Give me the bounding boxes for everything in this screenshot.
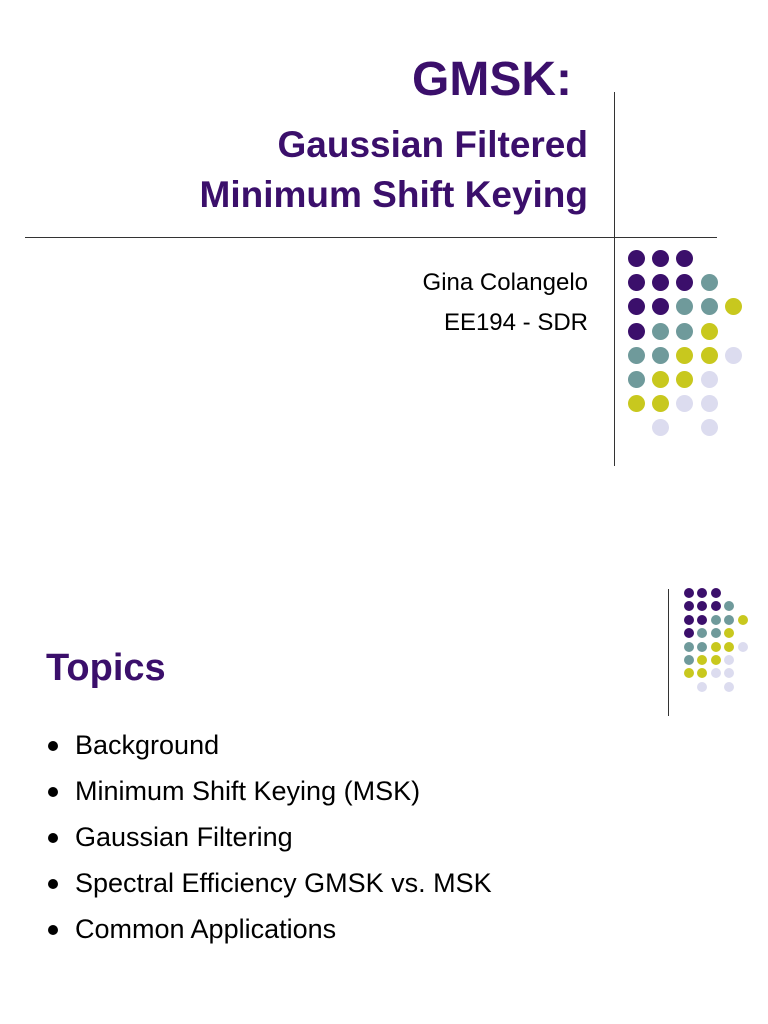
dot [684,628,694,638]
dot [652,298,669,315]
bullet-icon [48,787,58,797]
dot [684,601,694,611]
dot [701,274,718,291]
dot [652,371,669,388]
dot [701,298,718,315]
dot [711,642,721,652]
dot [711,588,721,598]
dot [628,371,645,388]
bullet-icon [48,879,58,889]
dot [724,628,734,638]
dot [697,682,707,692]
dot [697,601,707,611]
dot [628,274,645,291]
dot [684,655,694,665]
dot [724,601,734,611]
course-name: EE194 - SDR [443,309,588,336]
slide-subtitle [200,120,589,220]
dot [628,395,645,412]
vertical-divider [614,92,615,466]
dot [684,668,694,678]
dot [711,628,721,638]
dot [697,668,707,678]
dot [724,682,734,692]
dot [697,588,707,598]
dot [697,615,707,625]
dot [701,395,718,412]
list-item-text: Minimum Shift Keying (MSK) [75,776,421,806]
dot [628,298,645,315]
topics-list [44,722,492,952]
dot [676,395,693,412]
subtitle-line: Gaussian Filtered [277,124,588,165]
dot [652,274,669,291]
vertical-divider [668,589,669,716]
list-item [44,768,492,814]
bullet-icon [48,741,58,751]
bullet-icon [48,833,58,843]
list-item [44,906,492,952]
dot [628,347,645,364]
list-item [44,814,492,860]
dot [676,274,693,291]
dot [701,371,718,388]
dot [628,250,645,267]
list-item-text: Spectral Efficiency GMSK vs. MSK [75,868,492,898]
list-item [44,722,492,768]
dot [684,615,694,625]
dot [711,655,721,665]
dot [724,642,734,652]
slide-title: GMSK: [412,53,572,106]
list-item-text: Gaussian Filtering [75,822,293,852]
dot [652,250,669,267]
dot [628,323,645,340]
dot [697,655,707,665]
dot [701,347,718,364]
dot [676,323,693,340]
dot [676,347,693,364]
dot [676,250,693,267]
dot [684,588,694,598]
dot [652,395,669,412]
dot [697,642,707,652]
author-name: Gina Colangelo [422,269,588,296]
list-item-text: Background [75,730,220,760]
dot [676,298,693,315]
dot [711,615,721,625]
dot [711,668,721,678]
dot [652,347,669,364]
dot [701,419,718,436]
dot [738,615,748,625]
dot [697,628,707,638]
list-item-text: Common Applications [75,914,337,944]
topics-slide [0,512,768,1024]
dot [724,615,734,625]
dot [724,668,734,678]
dot [725,298,742,315]
dot [711,601,721,611]
subtitle-line: Minimum Shift Keying [199,174,588,215]
dot [738,642,748,652]
bullet-icon [48,925,58,935]
slide-title: Topics [46,647,166,689]
horizontal-divider [25,237,717,238]
dot [684,642,694,652]
dot [701,323,718,340]
dot [725,347,742,364]
author-block [423,263,588,343]
list-item [44,860,492,906]
dot [724,655,734,665]
dot [652,419,669,436]
dot [676,371,693,388]
dot [652,323,669,340]
